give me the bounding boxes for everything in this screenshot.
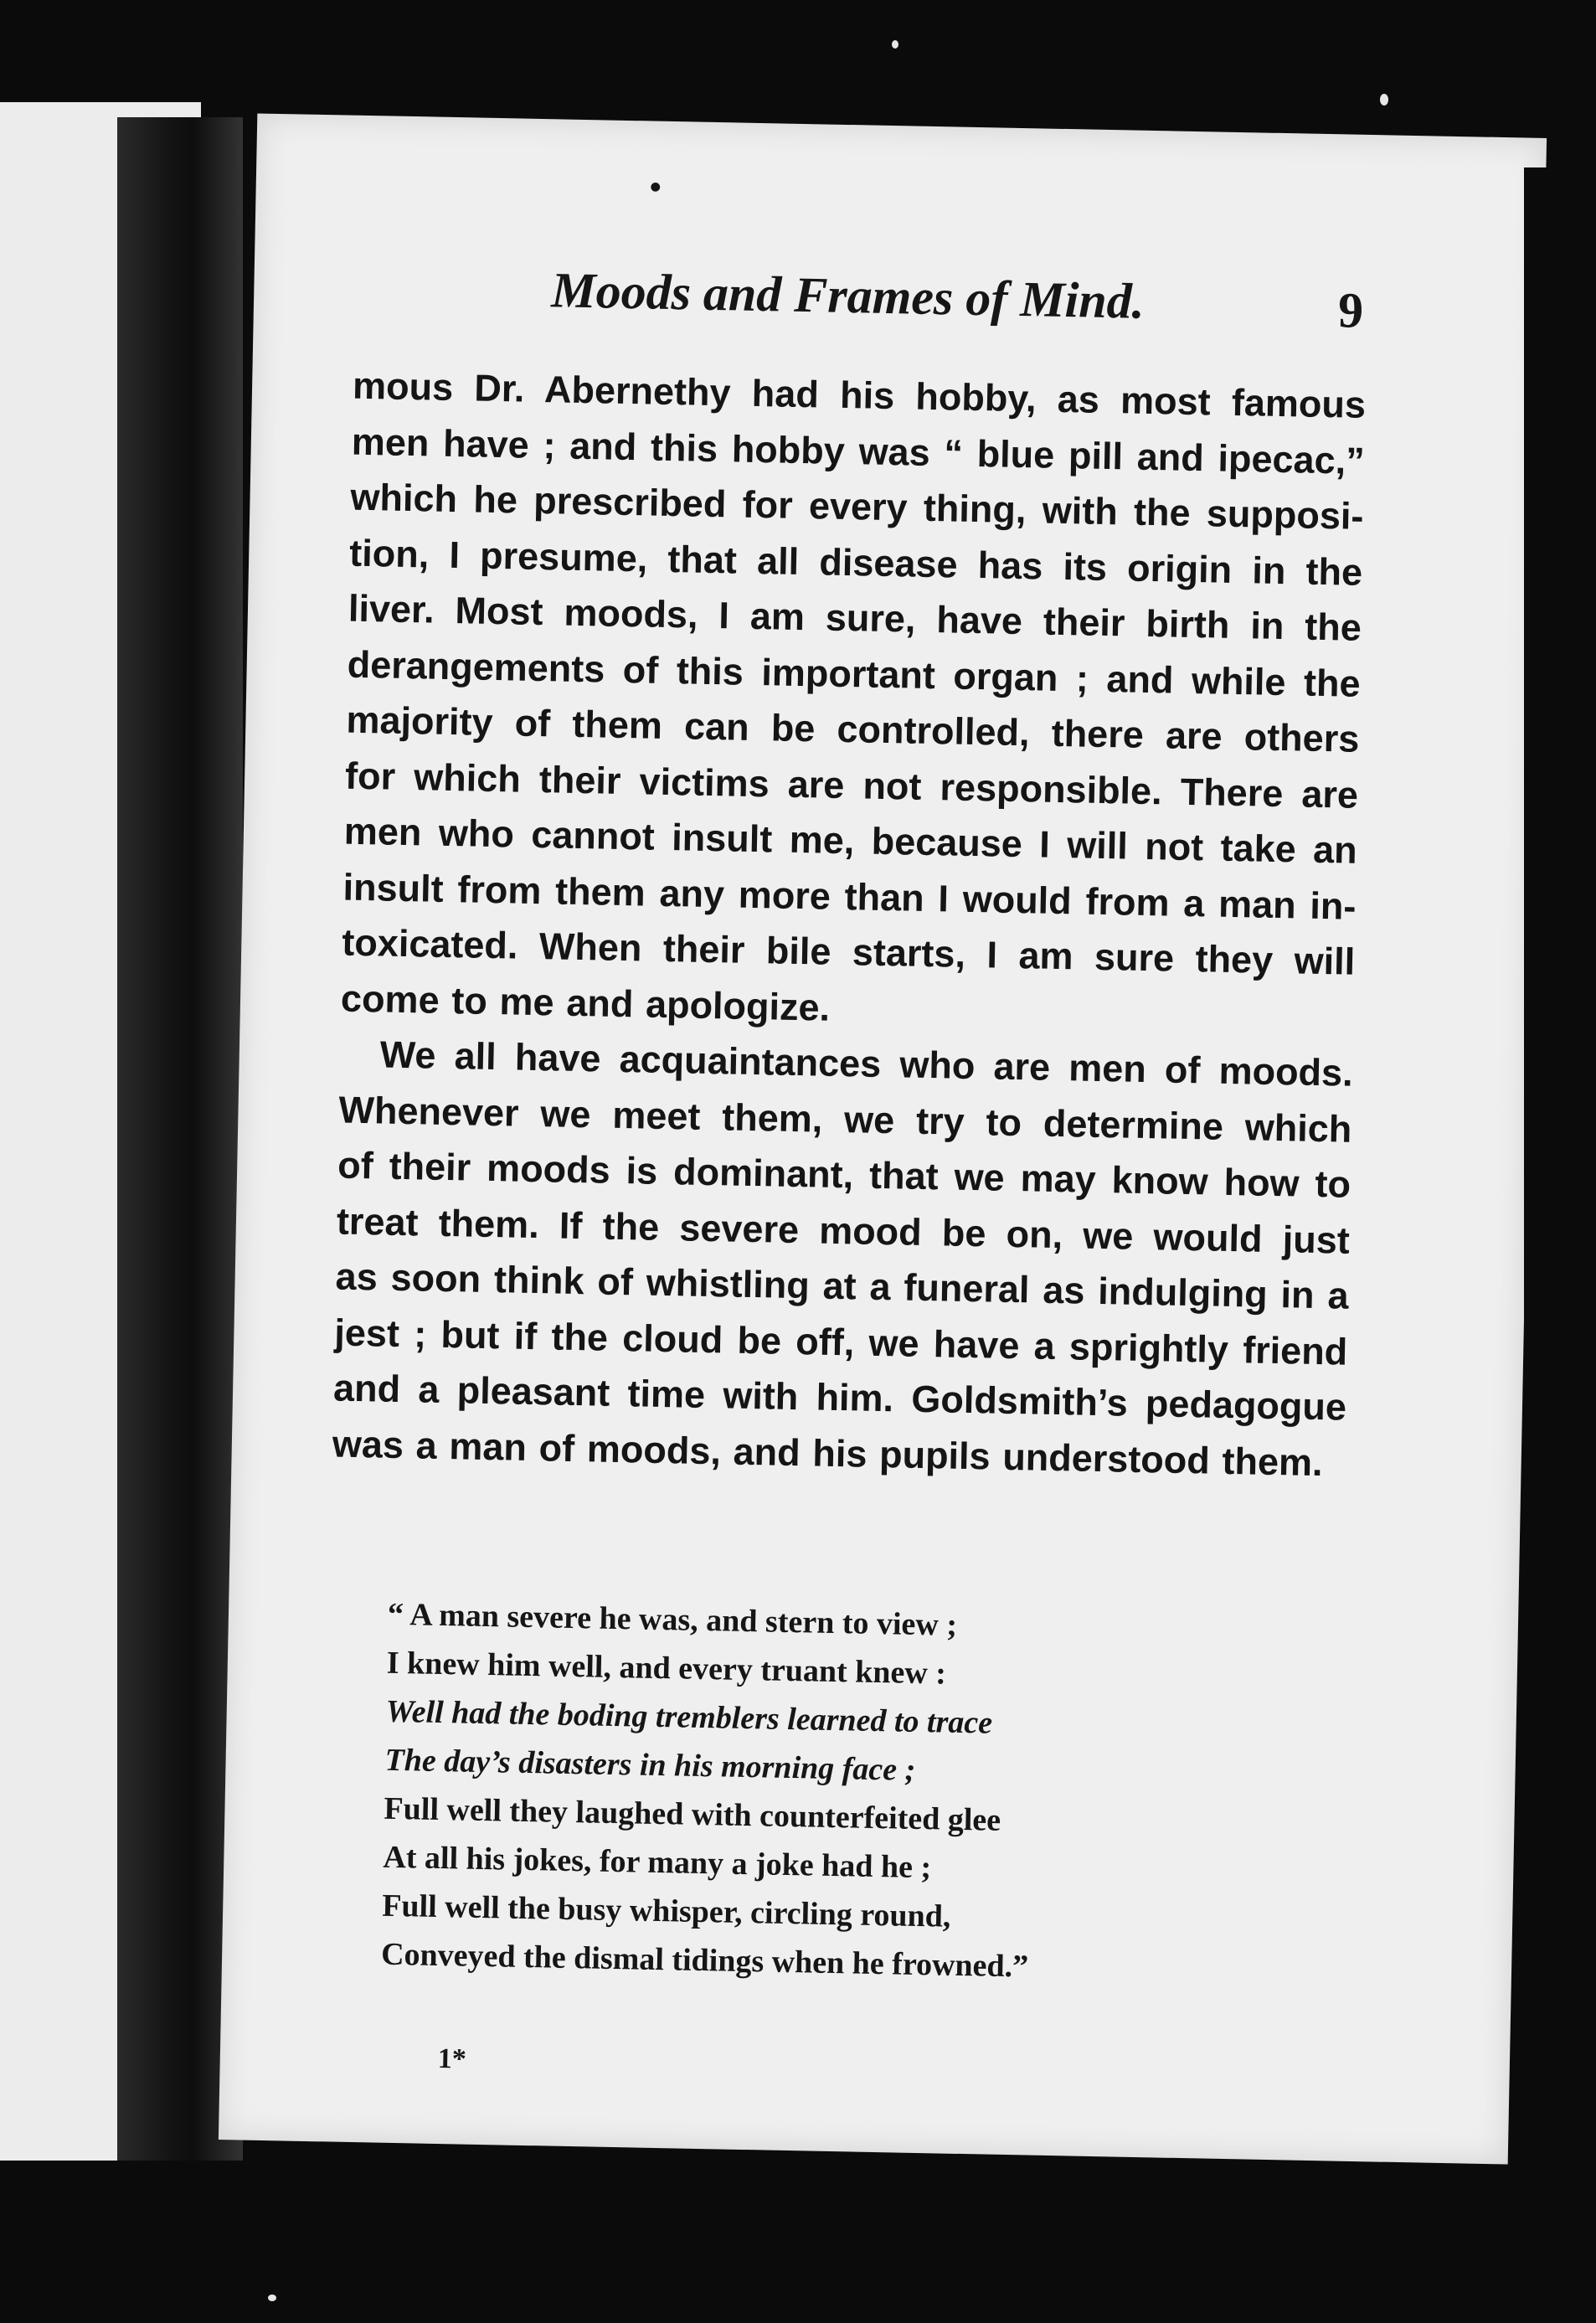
scan-border <box>1524 167 1596 2177</box>
text-line: and a pleasant time with him. Goldsmith’s pedagogue <box>332 1366 1347 1429</box>
verse-line: Full well they laughed with counterfeited glee <box>384 1790 1001 1838</box>
text-line: men who cannot insult me, because I will not take an <box>343 809 1358 872</box>
text-line: treat them. If the severe mood be on, we would just <box>336 1199 1351 1262</box>
body-text <box>332 358 1366 1491</box>
text-line: insult from them any more than I would from a man in- <box>342 865 1357 928</box>
text-line: majority of them can be controlled, there are others <box>346 698 1360 760</box>
text-line: was a man of moods, and his pupils understood them. <box>332 1421 1324 1484</box>
dust-speck <box>268 2295 276 2301</box>
text-line: for which their victims are not responsible. There are <box>344 754 1359 816</box>
text-line: Whenever we meet them, we try to determine which <box>338 1088 1352 1151</box>
text-line: men have ; and this hobby was “ blue pill and ipecac,” <box>351 420 1366 482</box>
verse-line: “ A man severe he was, and stern to view ; <box>387 1596 958 1643</box>
verse-line: Full well the busy whisper, circling round, <box>381 1888 951 1934</box>
text-line: tion, I presume, that all disease has its origin in the <box>348 531 1363 594</box>
verse-line: I knew him well, and every truant knew : <box>386 1645 947 1692</box>
paragraph <box>340 358 1366 1046</box>
dust-speck <box>892 40 898 49</box>
text-line: come to me and apologize. <box>340 976 831 1029</box>
verse-quotation <box>381 1590 1192 1994</box>
text-line: liver. Most moods, I am sure, have their birth in the <box>348 586 1362 649</box>
text-line: derangements of this important organ ; and while the <box>347 642 1362 705</box>
text-line: as soon think of whistling at a funeral as indulging in a <box>335 1254 1349 1317</box>
text-line: jest ; but if the cloud be off, we have a sprightly friend <box>333 1310 1348 1373</box>
verse-line: At all his jokes, for many a joke had he ; <box>383 1839 932 1886</box>
text-line: We all have acquaintances who are men of moods. <box>379 1033 1354 1095</box>
book-page <box>219 113 1547 2164</box>
text-line: toxicated. When their bile starts, I am sure they will <box>341 920 1356 983</box>
signature-mark: 1* <box>437 2043 467 2075</box>
running-head: Moods and Frames of Mind. <box>550 262 1146 329</box>
text-line: of their moods is dominant, that we may know how to <box>337 1143 1351 1206</box>
text-line: which he prescribed for every thing, with the supposi- <box>350 475 1364 538</box>
verse-line: Conveyed the dismal tidings when he frowned.” <box>380 1936 1029 1985</box>
page-number: 9 <box>1337 282 1364 338</box>
text-line: mous Dr. Abernethy had his hobby, as most famous <box>352 363 1367 426</box>
verse-line: The day’s disasters in his morning face ; <box>384 1742 916 1788</box>
paragraph <box>332 1027 1353 1491</box>
dust-speck <box>1380 94 1388 106</box>
page-speck: • <box>649 167 662 206</box>
verse-line: Well had the boding tremblers learned to trace <box>385 1693 993 1741</box>
